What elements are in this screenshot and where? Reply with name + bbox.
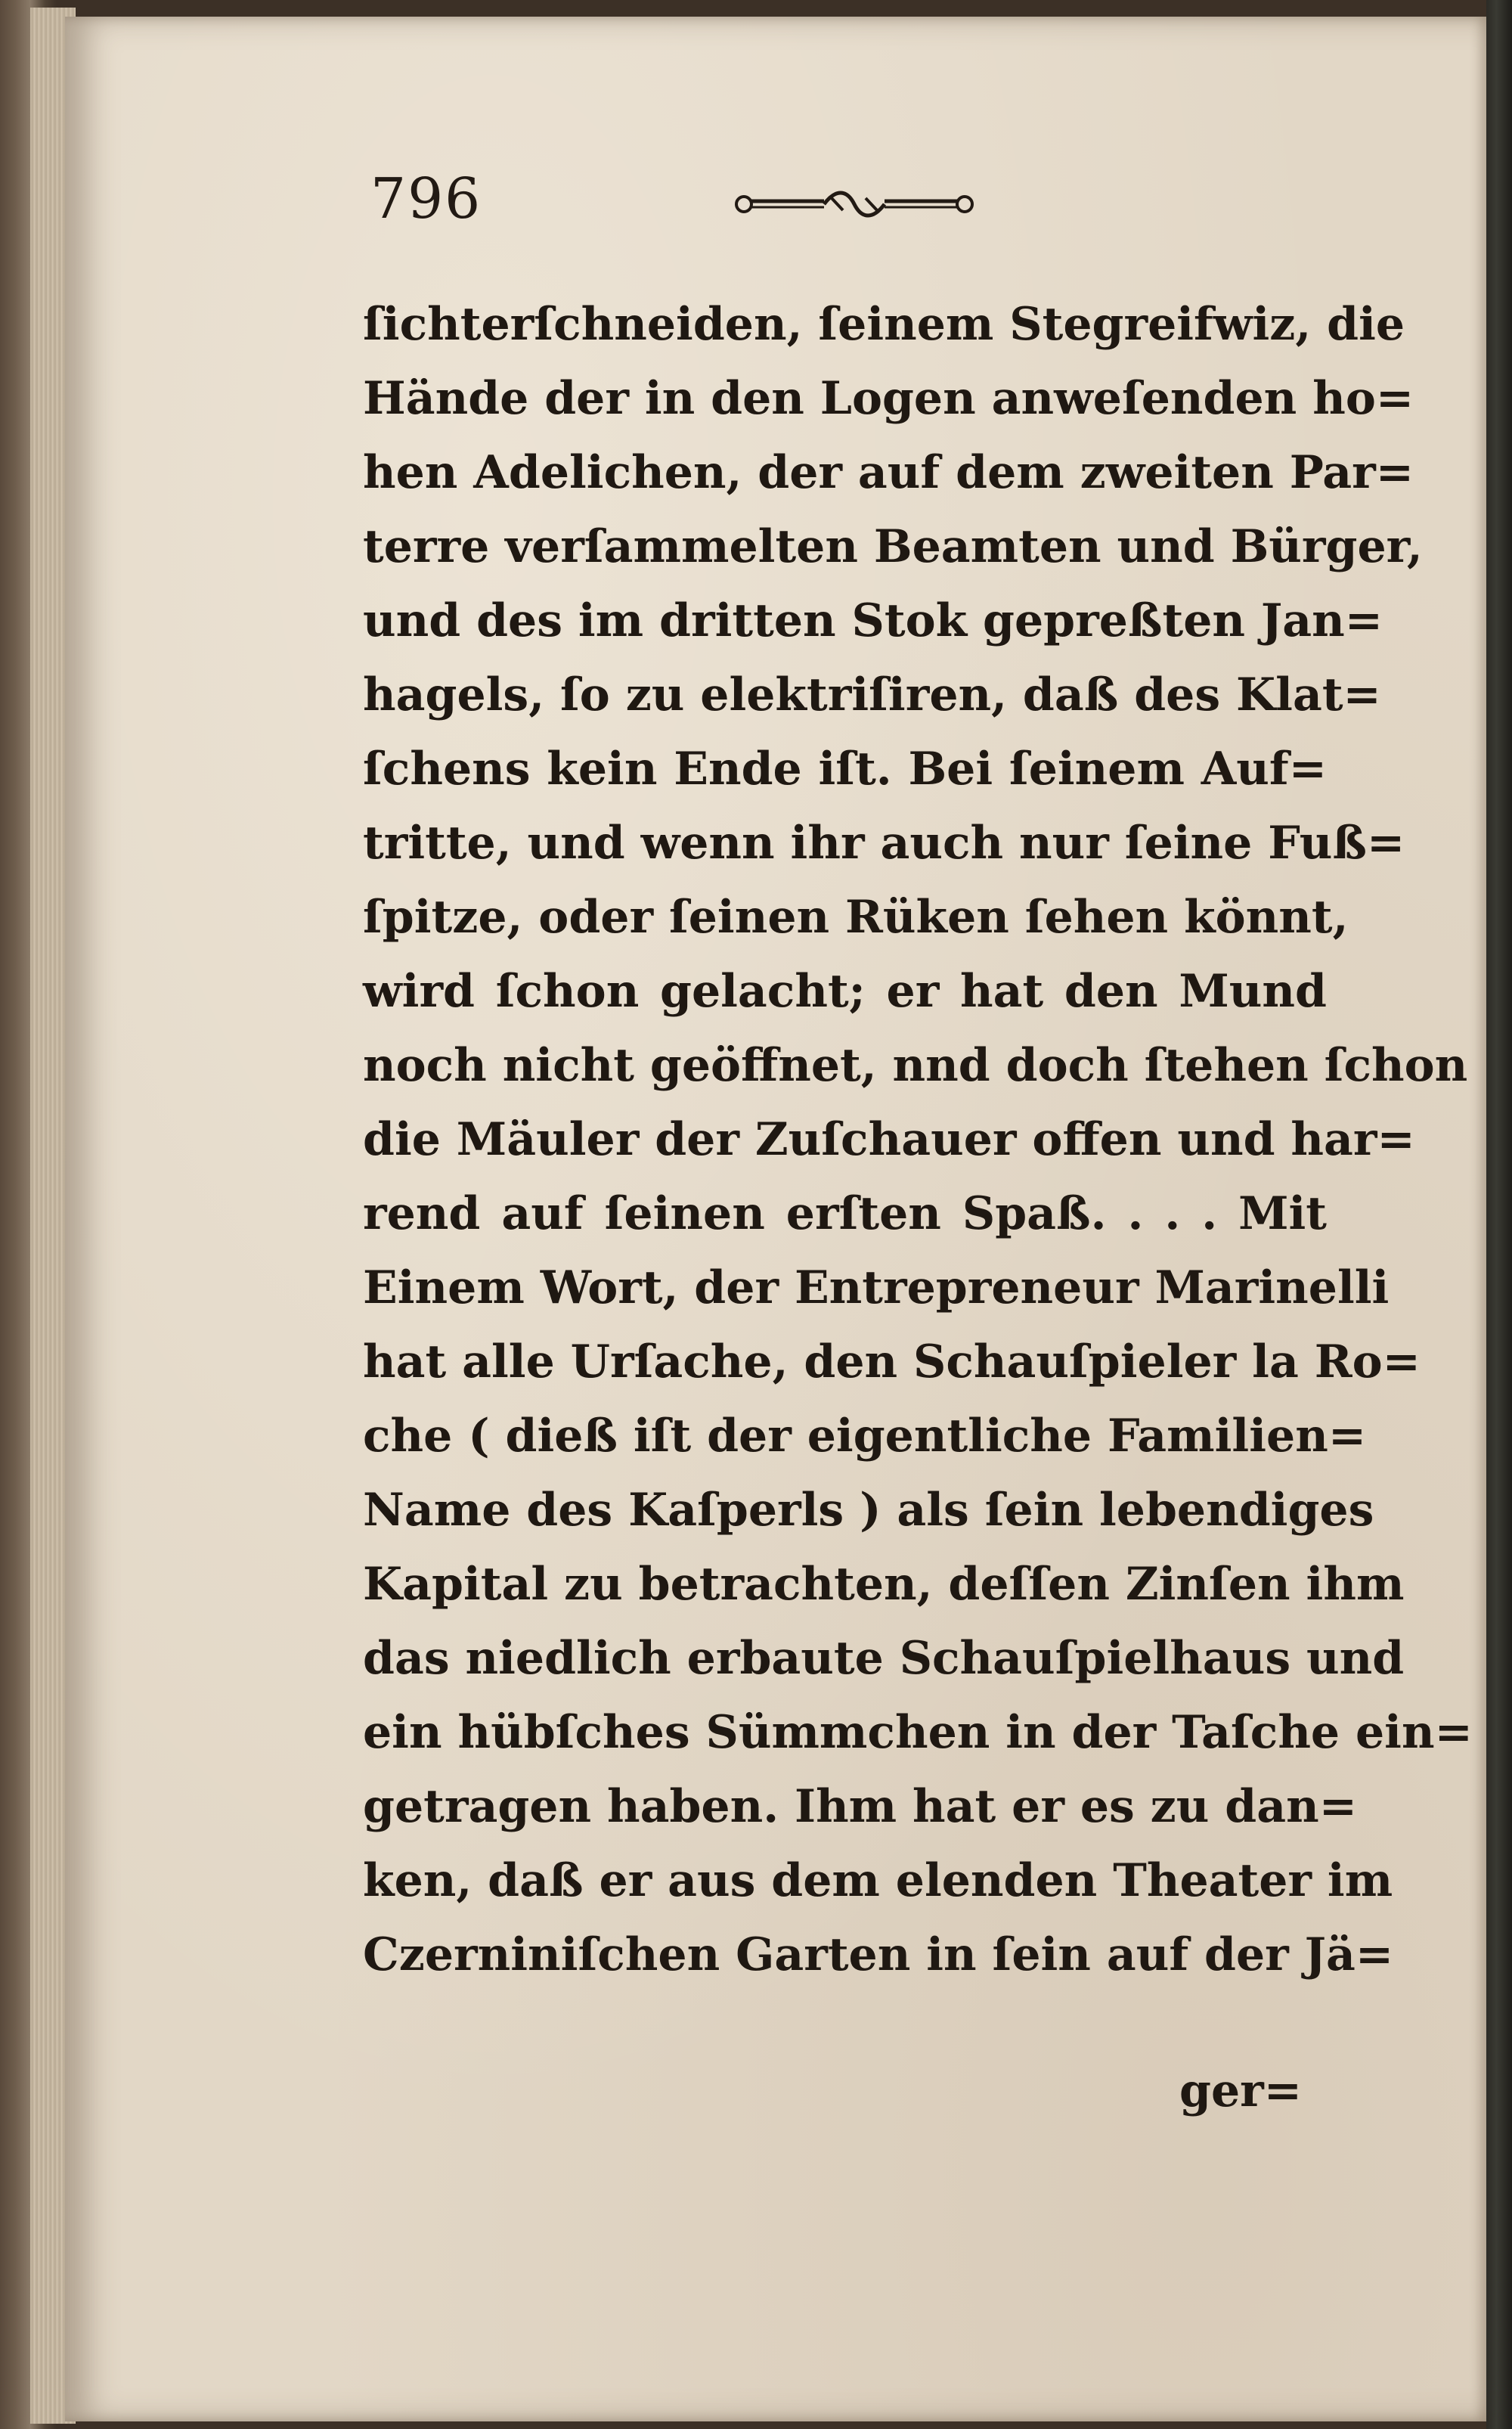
text-line: noch nicht geöffnet, nnd doch ſtehen ſchon bbox=[363, 1039, 1468, 1092]
text-line: hagels, ſo zu elektriſiren, daß des Klat= bbox=[363, 669, 1381, 721]
text-line: hat alle Urſache, den Schauſpieler la Ro= bbox=[363, 1335, 1421, 1388]
catchword: ger= bbox=[1179, 2064, 1303, 2117]
text-line: terre verſammelten Beamten und Bürger, bbox=[363, 520, 1423, 573]
book-cover-edge bbox=[1486, 0, 1512, 2429]
text-line: Name des Kaſperls ) als ſein lebendiges bbox=[363, 1484, 1374, 1537]
text-line: das niedlich erbaute Schauſpielhaus und bbox=[363, 1632, 1405, 1685]
text-line: Hände der in den Logen anweſenden ho= bbox=[363, 372, 1414, 425]
text-line: getragen haben. Ihm hat er es zu dan= bbox=[363, 1780, 1357, 1833]
text-line: Czerniniſchen Garten in ſein auf der Jä= bbox=[363, 1928, 1394, 1981]
body-text bbox=[363, 287, 1473, 1992]
text-line: tritte, und wenn ihr auch nur ſeine Fuß= bbox=[363, 817, 1405, 870]
ornamental-rule-icon bbox=[733, 181, 975, 227]
text-line: ein hübſches Sümmchen in der Taſche ein= bbox=[363, 1706, 1473, 1759]
text-line: Kapital zu betrachten, deſſen Zinſen ihm bbox=[363, 1558, 1405, 1611]
text-line: ſchens kein Ende iſt. Bei ſeinem Auf= bbox=[363, 743, 1327, 796]
text-line: Einem Wort, der Entrepreneur Marinelli bbox=[363, 1261, 1390, 1314]
text-line: che ( dieß iſt der eigentliche Familien= bbox=[363, 1410, 1367, 1463]
page-number: 796 bbox=[370, 166, 482, 231]
text-line: und des im dritten Stok gepreßten Jan= bbox=[363, 594, 1383, 647]
text-line: hen Adelichen, der auf dem zweiten Par= bbox=[363, 446, 1414, 499]
text-line: ſichterſchneiden, ſeinem Stegreifwiz, die bbox=[363, 298, 1405, 351]
text-line: ſpitze, oder ſeinen Rüken ſehen könnt, bbox=[363, 891, 1349, 944]
text-line: rend auf ſeinen erſten Spaß. . . . Mit bbox=[363, 1187, 1327, 1240]
page-header bbox=[370, 159, 1353, 250]
text-line: wird ſchon gelacht; er hat den Mund bbox=[363, 965, 1327, 1018]
text-line: die Mäuler der Zuſchauer offen und har= bbox=[363, 1113, 1415, 1166]
text-line: ken, daß er aus dem elenden Theater im bbox=[363, 1854, 1393, 1907]
